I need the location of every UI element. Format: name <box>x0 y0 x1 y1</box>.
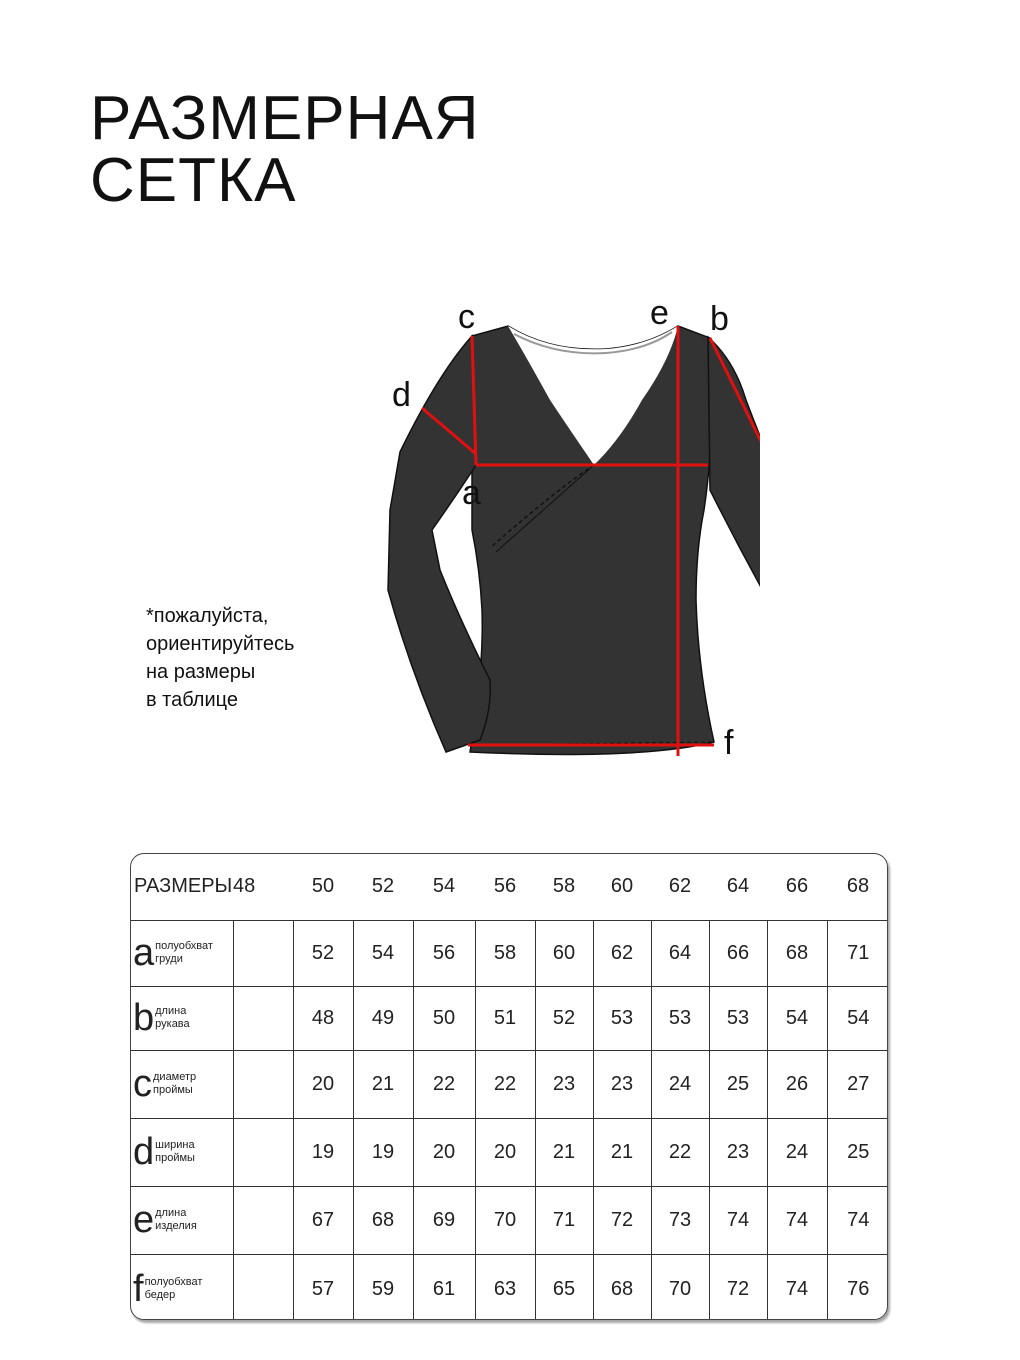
size-cell: 48 <box>233 854 293 920</box>
value-cell: 64 <box>651 920 709 986</box>
value-cell: 74 <box>767 1186 827 1254</box>
value-cell: 69 <box>413 1186 475 1254</box>
size-cell: 50 <box>293 854 353 920</box>
measure-description <box>155 940 213 966</box>
measure-description-line-1: ширина <box>155 1139 195 1151</box>
value-cell: 24 <box>651 1050 709 1118</box>
title-line-2: СЕТКА <box>90 146 297 215</box>
measure-description-line-1: полуобхват <box>155 940 213 952</box>
value-cell: 24 <box>767 1118 827 1186</box>
measure-description-line-2: рукава <box>155 1018 190 1030</box>
measure-letter: f <box>133 1268 144 1311</box>
table-row <box>131 1118 888 1186</box>
value-cell: 61 <box>413 1254 475 1320</box>
value-cell: 53 <box>593 986 651 1050</box>
empty-cell <box>233 986 293 1050</box>
value-cell: 74 <box>767 1254 827 1320</box>
value-cell: 53 <box>651 986 709 1050</box>
empty-cell <box>233 1254 293 1320</box>
empty-cell <box>233 1050 293 1118</box>
size-table <box>130 853 888 1320</box>
size-cell: 54 <box>413 854 475 920</box>
table-row <box>131 1254 888 1320</box>
value-cell: 25 <box>827 1118 888 1186</box>
value-cell: 71 <box>535 1186 593 1254</box>
size-header-row <box>131 854 888 920</box>
value-cell: 20 <box>475 1118 535 1186</box>
value-cell: 20 <box>413 1118 475 1186</box>
value-cell: 76 <box>827 1254 888 1320</box>
size-cell: 58 <box>535 854 593 920</box>
measure-description-line-2: проймы <box>155 1152 195 1164</box>
title-line-1: РАЗМЕРНАЯ <box>90 84 480 153</box>
measure-label-d <box>131 1118 233 1186</box>
measure-description <box>155 1207 197 1233</box>
size-cell: 66 <box>767 854 827 920</box>
empty-cell <box>233 920 293 986</box>
value-cell: 21 <box>353 1050 413 1118</box>
label-b: b <box>710 300 729 338</box>
measure-letter: c <box>133 1063 152 1105</box>
value-cell: 72 <box>593 1186 651 1254</box>
table-row <box>131 1186 888 1254</box>
value-cell: 74 <box>827 1186 888 1254</box>
table-row <box>131 986 888 1050</box>
value-cell: 66 <box>709 920 767 986</box>
measure-description-line-1: диаметр <box>153 1071 197 1083</box>
value-cell: 60 <box>535 920 593 986</box>
size-cell: 68 <box>827 854 888 920</box>
value-cell: 25 <box>709 1050 767 1118</box>
label-c: c <box>458 298 475 336</box>
size-table-body <box>131 854 888 1320</box>
value-cell: 52 <box>293 920 353 986</box>
value-cell: 21 <box>593 1118 651 1186</box>
page-title <box>90 84 480 215</box>
value-cell: 20 <box>293 1050 353 1118</box>
value-cell: 74 <box>709 1186 767 1254</box>
value-cell: 63 <box>475 1254 535 1320</box>
value-cell: 53 <box>709 986 767 1050</box>
label-f: f <box>724 724 734 762</box>
empty-cell <box>233 1186 293 1254</box>
value-cell: 23 <box>593 1050 651 1118</box>
measure-description-line-1: полуобхват <box>144 1276 203 1289</box>
value-cell: 51 <box>475 986 535 1050</box>
value-cell: 73 <box>651 1186 709 1254</box>
value-cell: 54 <box>767 986 827 1050</box>
value-cell: 58 <box>475 920 535 986</box>
measure-label-c <box>131 1050 233 1118</box>
measure-description-line-1: длина <box>155 1207 187 1219</box>
label-e: e <box>650 294 669 332</box>
label-d: d <box>392 376 411 414</box>
value-cell: 22 <box>413 1050 475 1118</box>
note-line-1: *пожалуйста, <box>146 605 269 627</box>
empty-cell <box>233 1118 293 1186</box>
table-row <box>131 1050 888 1118</box>
value-cell: 22 <box>475 1050 535 1118</box>
value-cell: 23 <box>709 1118 767 1186</box>
value-cell: 19 <box>293 1118 353 1186</box>
value-cell: 65 <box>535 1254 593 1320</box>
value-cell: 68 <box>767 920 827 986</box>
value-cell: 26 <box>767 1050 827 1118</box>
measure-letter: b <box>133 997 155 1039</box>
measure-description <box>155 1139 195 1165</box>
right-sleeve <box>708 337 760 745</box>
measure-label-e <box>131 1186 233 1254</box>
size-cell: 64 <box>709 854 767 920</box>
value-cell: 57 <box>293 1254 353 1320</box>
note-line-3: на размеры <box>146 661 256 683</box>
measure-letter: d <box>133 1131 155 1173</box>
value-cell: 48 <box>293 986 353 1050</box>
size-note <box>146 602 294 714</box>
measure-description-line-2: груди <box>155 953 183 965</box>
value-cell: 54 <box>353 920 413 986</box>
value-cell: 72 <box>709 1254 767 1320</box>
value-cell: 27 <box>827 1050 888 1118</box>
value-cell: 67 <box>293 1186 353 1254</box>
value-cell: 68 <box>593 1254 651 1320</box>
value-cell: 21 <box>535 1118 593 1186</box>
label-a: a <box>462 474 481 512</box>
measure-description-line-2: изделия <box>155 1220 197 1232</box>
wrap-top-illustration <box>380 290 760 770</box>
value-cell: 23 <box>535 1050 593 1118</box>
value-cell: 52 <box>535 986 593 1050</box>
note-line-4: в таблице <box>146 689 238 711</box>
value-cell: 49 <box>353 986 413 1050</box>
value-cell: 54 <box>827 986 888 1050</box>
value-cell: 68 <box>353 1186 413 1254</box>
measure-label-b <box>131 986 233 1050</box>
value-cell: 22 <box>651 1118 709 1186</box>
size-cell: 60 <box>593 854 651 920</box>
measure-letter: a <box>133 932 155 974</box>
measure-description <box>153 1071 196 1097</box>
value-cell: 19 <box>353 1118 413 1186</box>
garment-diagram <box>380 290 760 770</box>
value-cell: 70 <box>651 1254 709 1320</box>
value-cell: 59 <box>353 1254 413 1320</box>
size-cell: 52 <box>353 854 413 920</box>
note-line-2: ориентируйтесь <box>146 633 295 655</box>
size-cell: 56 <box>475 854 535 920</box>
value-cell: 50 <box>413 986 475 1050</box>
measure-description-line-2: бедер <box>144 1289 176 1302</box>
measure-description <box>145 1276 203 1302</box>
value-cell: 62 <box>593 920 651 986</box>
measure-description <box>155 1005 190 1031</box>
measure-label-a <box>131 920 233 986</box>
size-cell: 62 <box>651 854 709 920</box>
measure-label-f <box>131 1254 233 1320</box>
value-cell: 70 <box>475 1186 535 1254</box>
value-cell: 56 <box>413 920 475 986</box>
measure-letter: e <box>133 1199 155 1241</box>
value-cell: 71 <box>827 920 888 986</box>
measure-description-line-2: проймы <box>153 1084 193 1096</box>
measure-description-line-1: длина <box>155 1005 187 1017</box>
sizes-label: РАЗМЕРЫ <box>131 854 233 920</box>
table-row <box>131 920 888 986</box>
